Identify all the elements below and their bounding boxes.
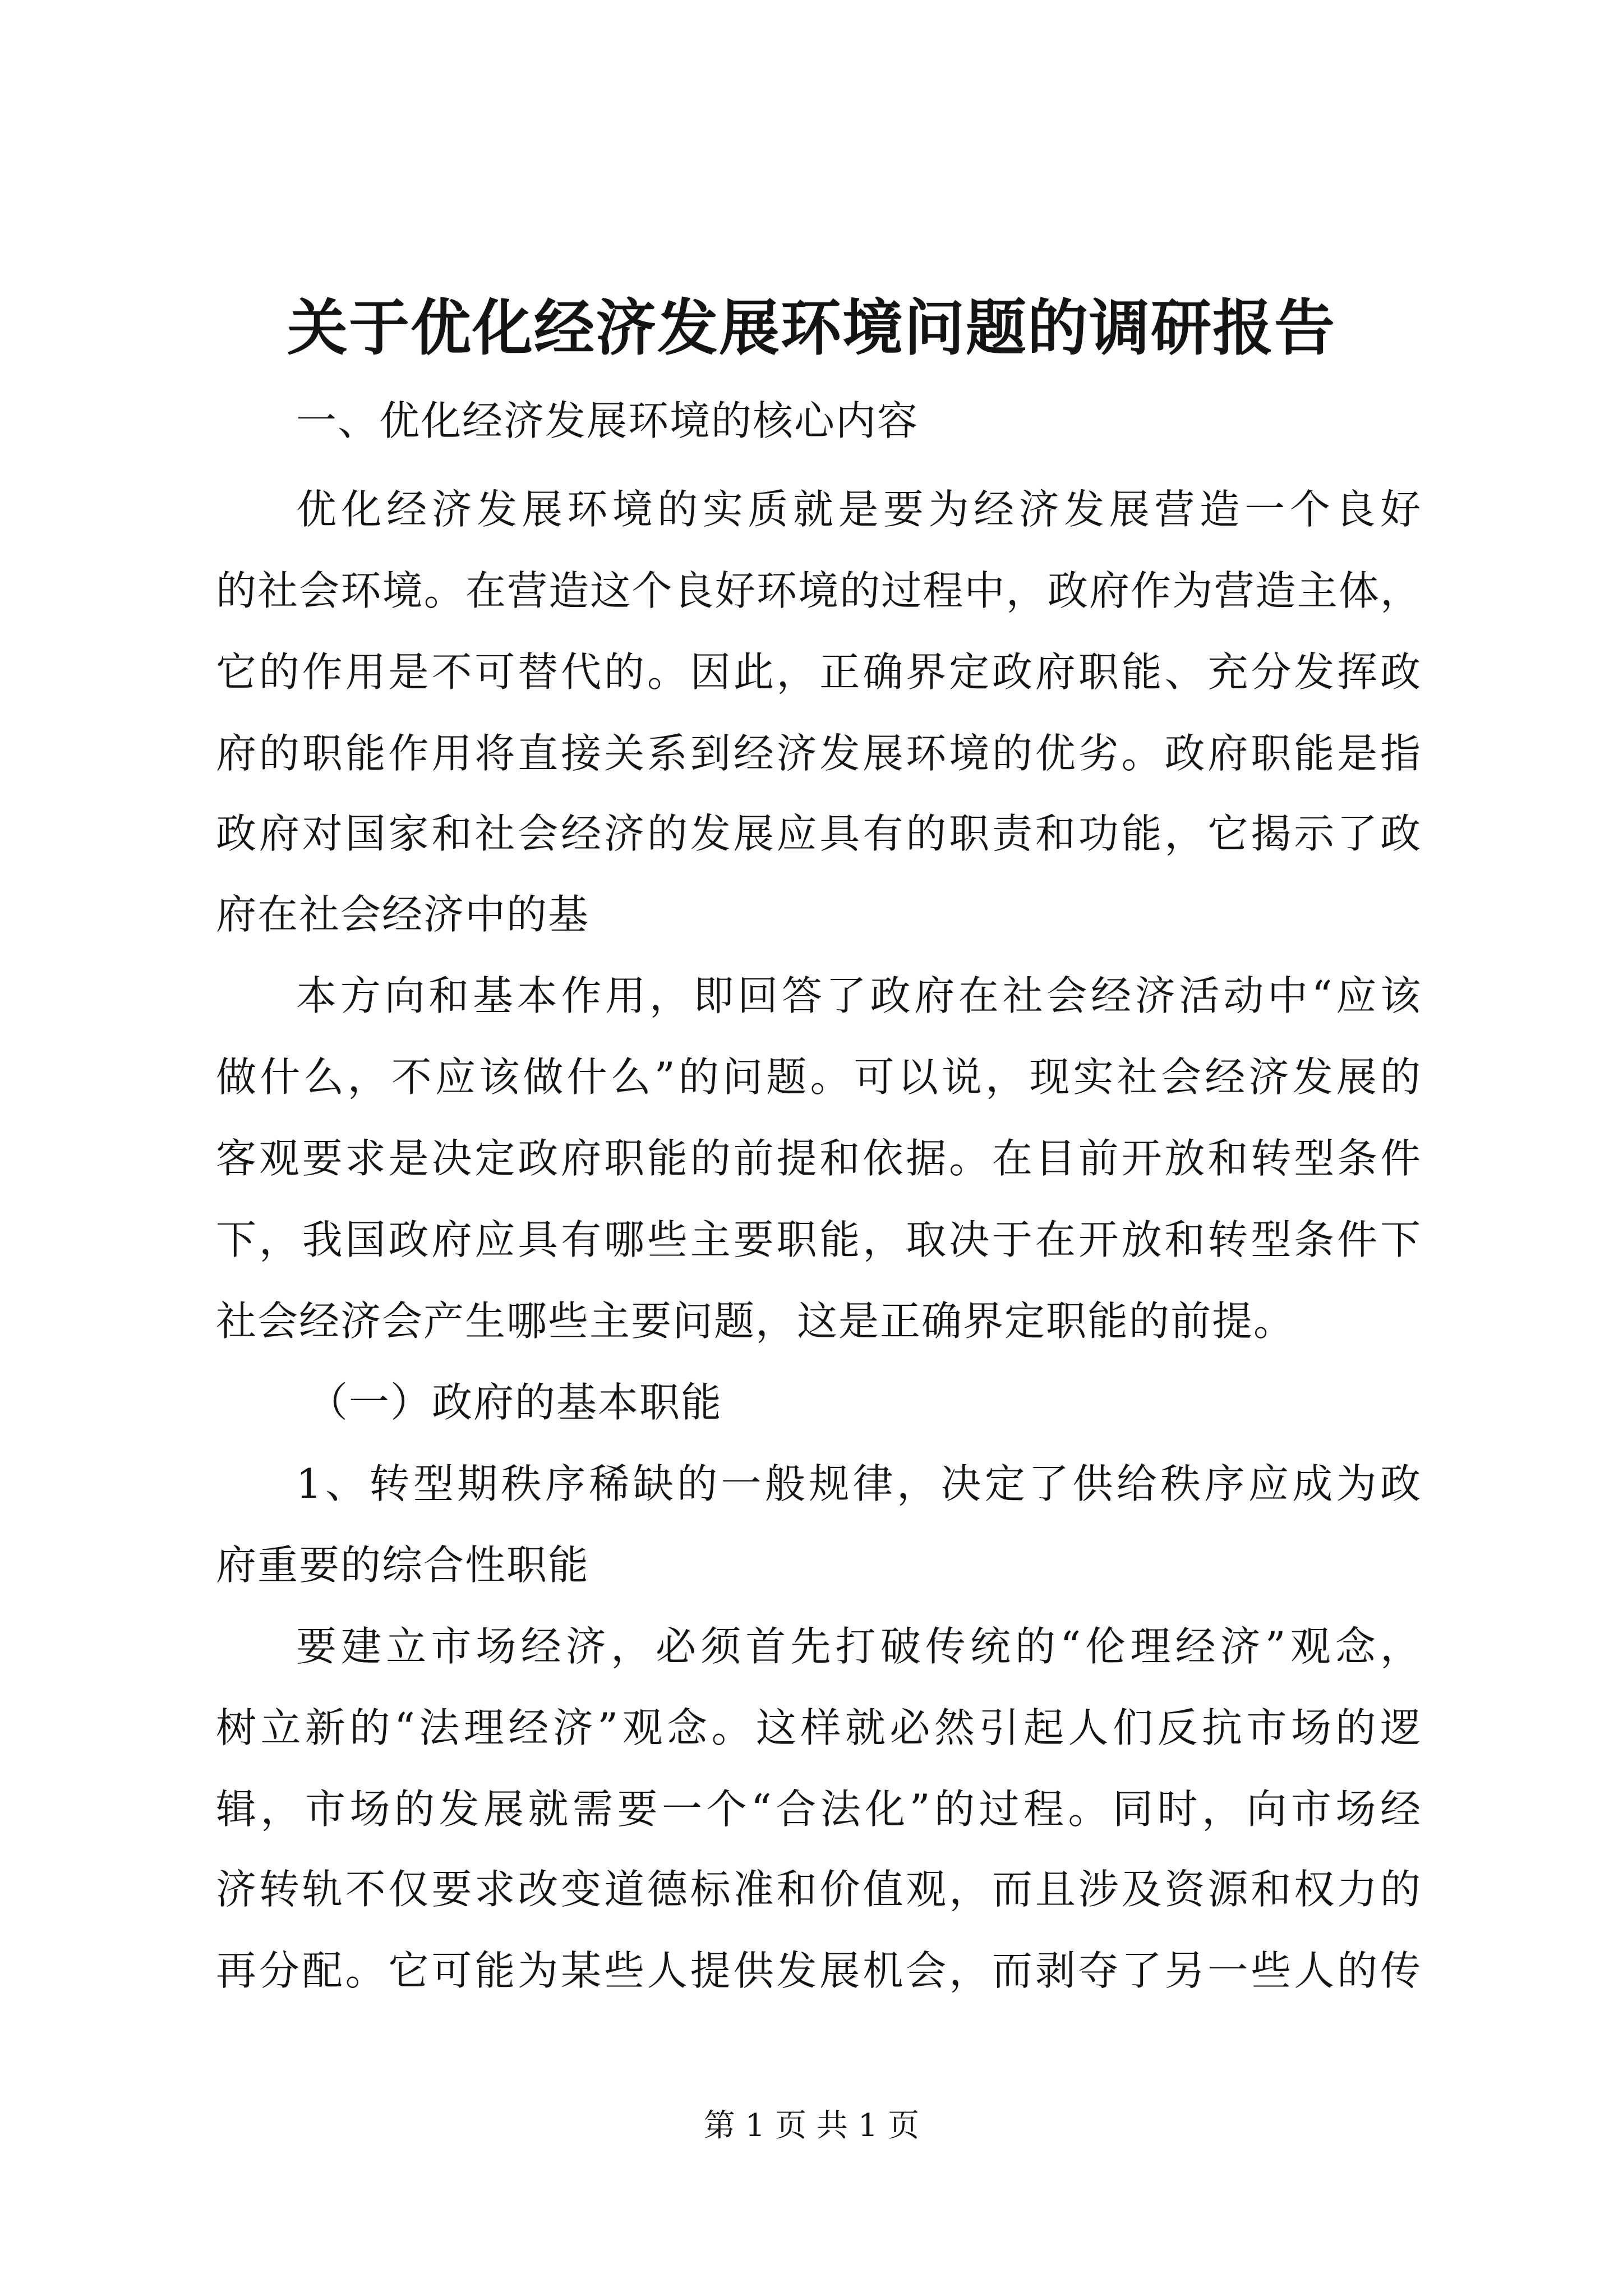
text-line: （一）政府的基本职能 bbox=[307, 1379, 723, 1426]
text-line: 社会经济会产生哪些主要问题，这是正确界定职能的前提。 bbox=[216, 1297, 1295, 1345]
text-line: 本方向和基本作用，即回答了政府在社会经济活动中“应该 bbox=[296, 972, 1422, 1019]
text-line: 优化经济发展环境的实质就是要为经济发展营造一个良好 bbox=[296, 486, 1422, 533]
text-line: 做什么，不应该做什么”的问题。可以说，现实社会经济发展的 bbox=[216, 1053, 1422, 1101]
text-line: 要建立市场经济，必须首先打破传统的“伦理经济”观念， bbox=[296, 1623, 1422, 1670]
text-line: 它的作用是不可替代的。因此，正确界定政府职能、充分发挥政 bbox=[216, 648, 1422, 696]
text-line: 辑，市场的发展就需要一个“合法化”的过程。同时，向市场经 bbox=[216, 1786, 1422, 1833]
text-line: 府重要的综合性职能 bbox=[216, 1542, 590, 1589]
text-line: 府在社会经济中的基 bbox=[216, 891, 590, 938]
text-line: 政府对国家和社会经济的发展应具有的职责和功能，它揭示了政 bbox=[216, 810, 1422, 857]
text-line: 再分配。它可能为某些人提供发展机会，而剥夺了另一些人的传 bbox=[216, 1947, 1422, 1994]
text-line: 树立新的“法理经济”观念。这样就必然引起人们反抗市场的逻 bbox=[216, 1704, 1422, 1751]
text-line: 客观要求是决定政府职能的前提和依据。在目前开放和转型条件 bbox=[216, 1135, 1422, 1182]
text-line: 1、转型期秩序稀缺的一般规律，决定了供给秩序应成为政 bbox=[296, 1460, 1422, 1507]
text-line: 的社会环境。在营造这个良好环境的过程中，政府作为营造主体， bbox=[216, 567, 1422, 614]
text-line: 府的职能作用将直接关系到经济发展环境的优劣。政府职能是指 bbox=[216, 730, 1422, 777]
text-line: 一、优化经济发展环境的核心内容 bbox=[296, 397, 919, 444]
text-line: 济转轨不仅要求改变道德标准和价值观，而且涉及资源和权力的 bbox=[216, 1866, 1422, 1913]
document-title: 关于优化经济发展环境问题的调研报告 bbox=[287, 293, 1336, 364]
text-line: 下，我国政府应具有哪些主要职能，取决于在开放和转型条件下 bbox=[216, 1216, 1422, 1263]
page-footer: 第 1 页 共 1 页 bbox=[703, 2108, 920, 2144]
